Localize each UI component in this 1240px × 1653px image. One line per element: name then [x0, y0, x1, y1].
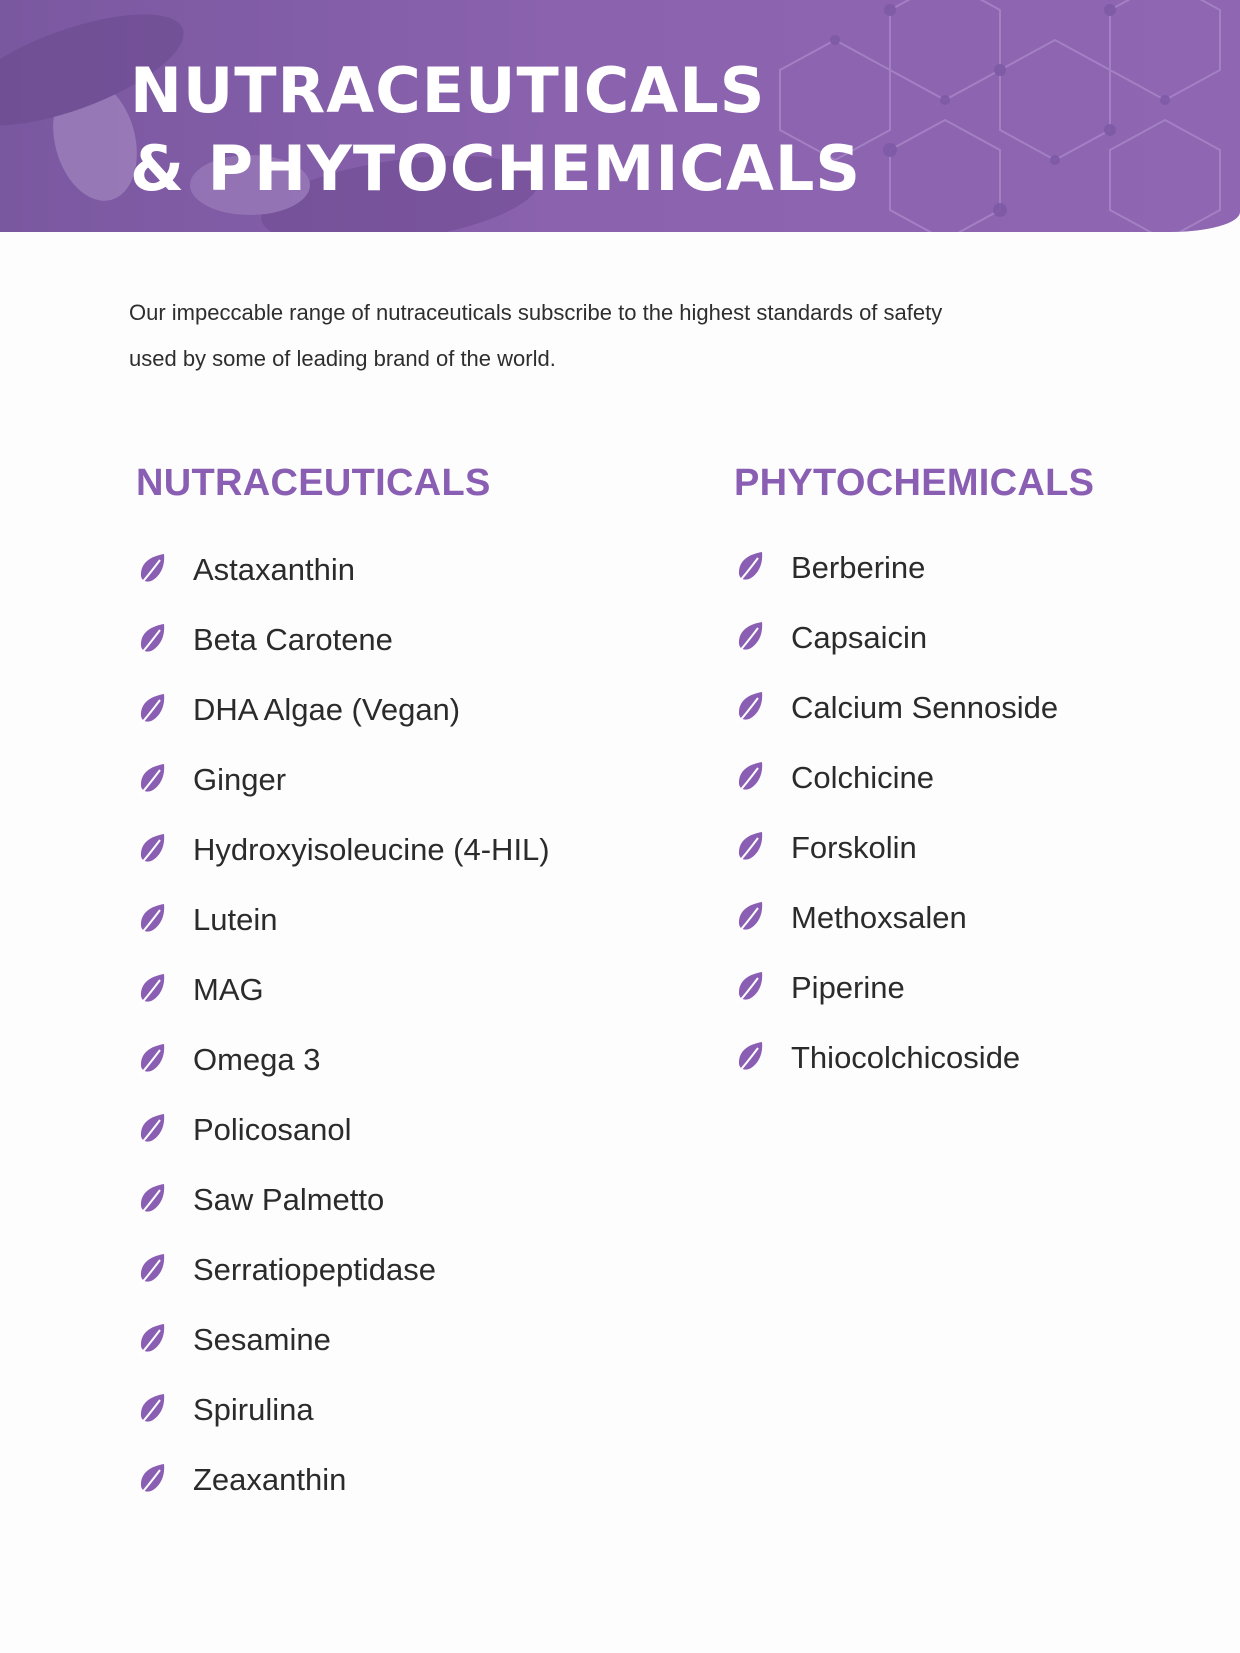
list-item-label: Ginger	[193, 762, 287, 797]
leaf-icon	[136, 622, 168, 658]
phytochemicals-list	[734, 533, 1094, 1093]
list-item	[136, 1095, 550, 1165]
list-item	[734, 743, 1094, 813]
leaf-icon	[734, 1040, 766, 1076]
leaf-icon	[734, 970, 766, 1006]
list-item-label: Capsaicin	[791, 620, 928, 655]
leaf-icon	[734, 760, 766, 796]
leaf-icon	[734, 900, 766, 936]
list-item	[734, 883, 1094, 953]
list-item-label: Thiocolchicoside	[791, 1040, 1021, 1075]
list-item-label: Sesamine	[193, 1322, 331, 1357]
phytochemicals-column	[734, 455, 1094, 1093]
nutraceuticals-list	[136, 535, 550, 1515]
leaf-icon	[136, 1182, 168, 1218]
list-item-label: Hydroxyisoleucine (4-HIL)	[193, 832, 550, 867]
list-item-label: Piperine	[791, 970, 905, 1005]
list-item-label: Lutein	[193, 902, 278, 937]
list-item	[734, 673, 1094, 743]
list-item	[734, 1023, 1094, 1093]
leaf-icon	[136, 1042, 168, 1078]
leaf-icon	[734, 620, 766, 656]
leaf-icon	[136, 832, 168, 868]
list-item	[136, 885, 550, 955]
list-item-label: Methoxsalen	[791, 900, 967, 935]
list-item-label: Berberine	[791, 550, 926, 585]
leaf-icon	[136, 972, 168, 1008]
list-item	[136, 1235, 550, 1305]
list-item-label: Calcium Sennoside	[791, 690, 1059, 725]
leaf-icon	[734, 830, 766, 866]
page-title	[130, 52, 861, 208]
intro-paragraph	[129, 290, 1049, 382]
leaf-icon	[136, 762, 168, 798]
phytochemicals-heading: PHYTOCHEMICALS	[734, 462, 1095, 504]
leaf-icon	[136, 552, 168, 588]
leaf-icon	[136, 692, 168, 728]
header-banner	[0, 0, 1240, 232]
page-title-line1: NUTRACEUTICALS	[130, 54, 766, 127]
list-item-label: MAG	[193, 972, 264, 1007]
list-item	[136, 675, 550, 745]
list-item-label: DHA Algae (Vegan)	[193, 692, 461, 727]
list-item-label: Policosanol	[193, 1112, 352, 1147]
list-item	[734, 953, 1094, 1023]
list-item	[136, 815, 550, 885]
list-item	[136, 1445, 550, 1515]
intro-line-1: Our impeccable range of nutraceuticals subscribe to the highest standards of safety	[129, 300, 943, 325]
list-item-label: Astaxanthin	[193, 552, 355, 587]
list-item	[734, 603, 1094, 673]
leaf-icon	[734, 690, 766, 726]
list-item	[136, 1305, 550, 1375]
list-item	[734, 813, 1094, 883]
leaf-icon	[136, 1322, 168, 1358]
leaf-icon	[136, 1252, 168, 1288]
list-item-label: Spirulina	[193, 1392, 314, 1427]
list-item	[136, 605, 550, 675]
leaf-icon	[136, 902, 168, 938]
list-item	[136, 1375, 550, 1445]
intro-line-2: used by some of leading brand of the world.	[129, 346, 556, 371]
list-item-label: Serratiopeptidase	[193, 1252, 436, 1287]
list-item-label: Saw Palmetto	[193, 1182, 385, 1217]
leaf-icon	[136, 1112, 168, 1148]
list-item-label: Zeaxanthin	[193, 1462, 347, 1497]
list-item	[136, 1025, 550, 1095]
list-item	[136, 1165, 550, 1235]
list-item-label: Omega 3	[193, 1042, 321, 1077]
leaf-icon	[136, 1392, 168, 1428]
nutraceuticals-heading: NUTRACEUTICALS	[136, 462, 491, 504]
list-item	[136, 535, 550, 605]
nutraceuticals-column	[136, 455, 550, 1515]
leaf-icon	[136, 1462, 168, 1498]
list-item	[734, 533, 1094, 603]
leaf-icon	[734, 550, 766, 586]
list-item-label: Colchicine	[791, 760, 935, 795]
list-item-label: Beta Carotene	[193, 622, 393, 657]
list-item	[136, 745, 550, 815]
page-title-line2: & PHYTOCHEMICALS	[130, 132, 862, 205]
list-item-label: Forskolin	[791, 830, 917, 865]
list-item	[136, 955, 550, 1025]
